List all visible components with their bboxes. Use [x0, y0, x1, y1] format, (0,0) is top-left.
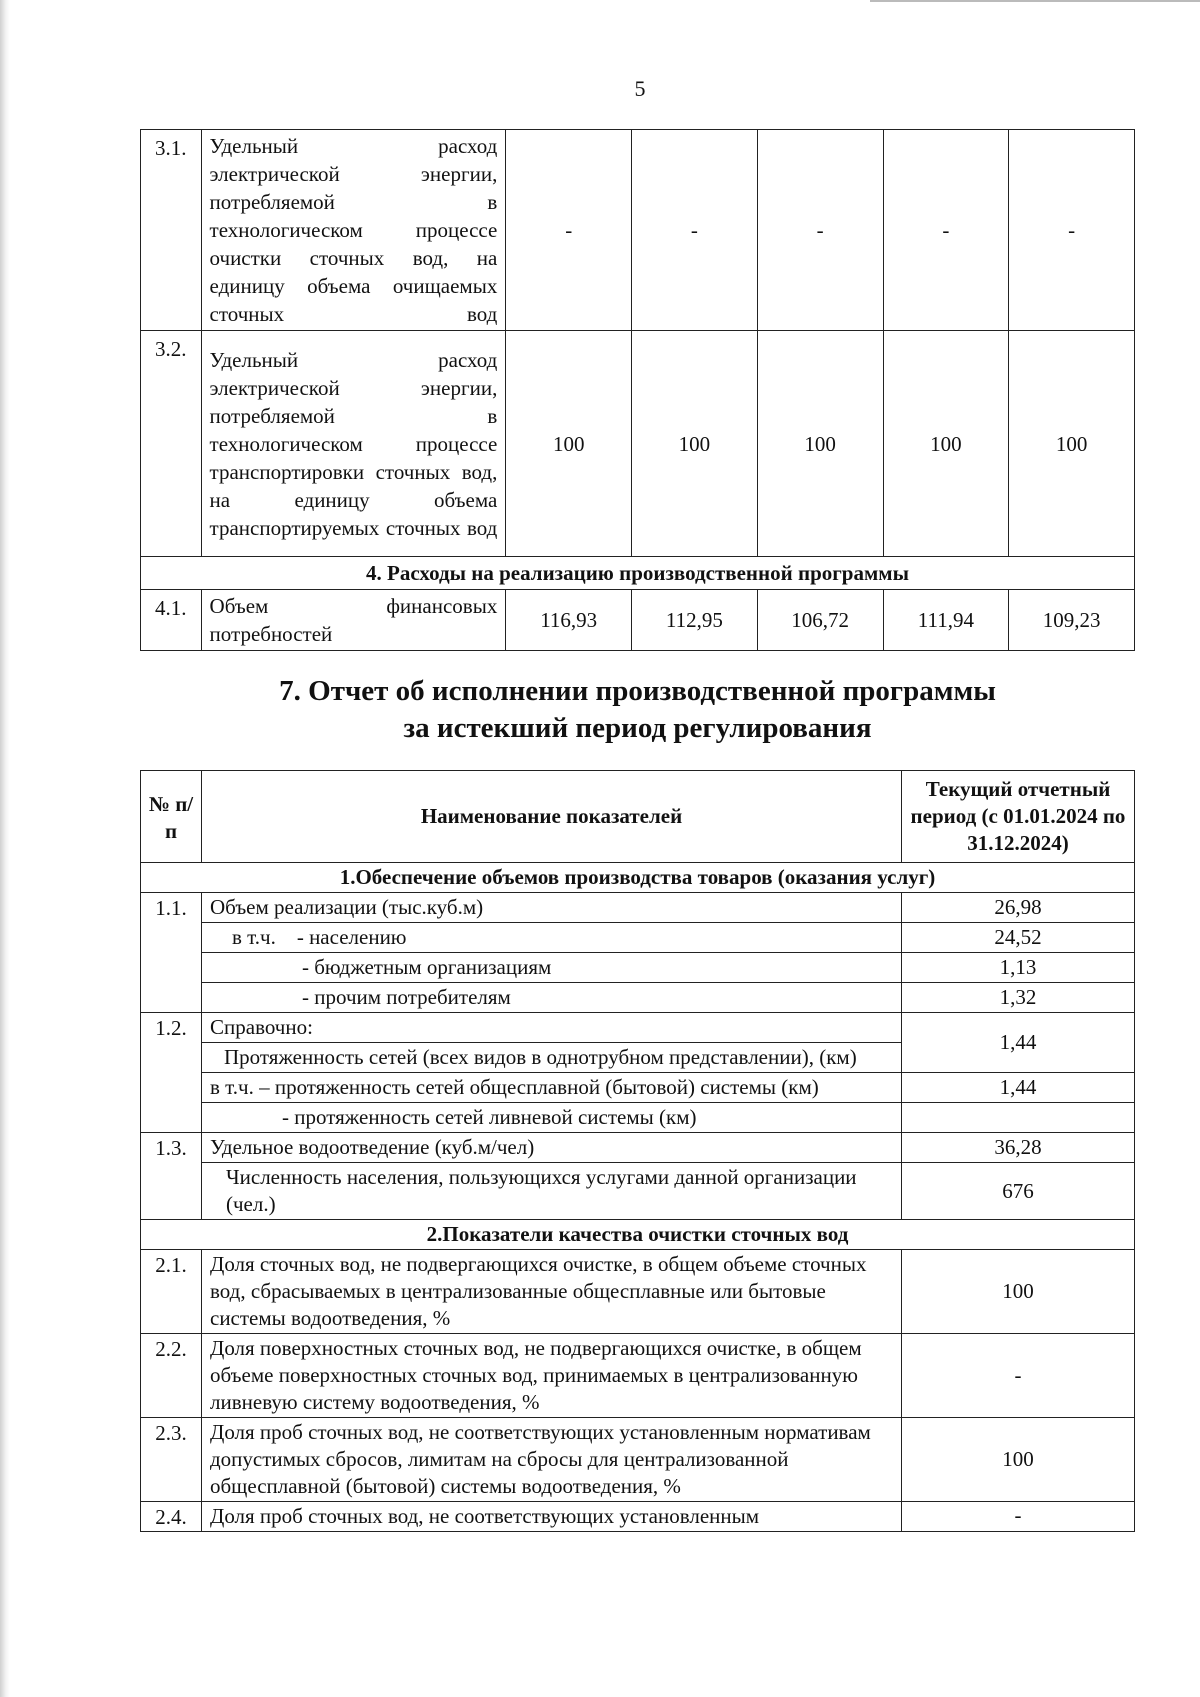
indicator-name: в т.ч. – протяженность сетей общесплавной (бытовой) системы (км): [202, 1073, 902, 1103]
value-cell: 100: [902, 1250, 1135, 1334]
value-cell: 112,95: [632, 590, 758, 651]
indicator-name: Доля проб сточных вод, не соответствующих установленным: [202, 1502, 902, 1532]
table-row: [141, 590, 1135, 651]
table-row: [141, 893, 1135, 923]
table-row: [141, 130, 1135, 331]
value-cell: 1,13: [902, 953, 1135, 983]
indicator-name: - бюджетным организациям: [202, 953, 902, 983]
indicator-name: Удельное водоотведение (куб.м/чел): [202, 1133, 902, 1163]
header-row: [141, 771, 1135, 863]
value-cell: 100: [506, 331, 632, 557]
production-program-table: [140, 129, 1135, 651]
table-row: [141, 1013, 1135, 1043]
table-row: [141, 1163, 1135, 1220]
value-cell: 111,94: [883, 590, 1009, 651]
top-rule: [870, 0, 1200, 2]
report-table: [140, 770, 1135, 1532]
section-title-line-2: за истекший период регулирования: [403, 712, 872, 744]
table-row: [141, 1133, 1135, 1163]
value-cell: -: [757, 130, 883, 331]
row-number: 2.4.: [141, 1502, 202, 1532]
indicator-name: в т.ч. - населению: [202, 923, 902, 953]
section-title-line-1: 7. Отчет об исполнении производственной программы: [279, 675, 996, 707]
value-cell: 36,28: [902, 1133, 1135, 1163]
page-number: 5: [634, 76, 646, 101]
header-number: № п/п: [141, 771, 202, 863]
section-row: [141, 557, 1135, 590]
table-row: [141, 1334, 1135, 1418]
value-cell: 1,44: [902, 1073, 1135, 1103]
table-row: [141, 1502, 1135, 1532]
table-row: [141, 983, 1135, 1013]
row-number: 3.2.: [141, 331, 202, 557]
value-cell: -: [1009, 130, 1135, 331]
section-heading: 2.Показатели качества очистки сточных вод: [141, 1220, 1135, 1250]
value-cell: 1,44: [902, 1013, 1135, 1073]
value-cell: -: [902, 1334, 1135, 1418]
value-cell: 26,98: [902, 893, 1135, 923]
indicator-name: Протяженность сетей (всех видов в однотрубном представлении), (км): [202, 1043, 902, 1073]
indicator-name: Справочно:: [202, 1013, 902, 1043]
row-number: 1.3.: [141, 1133, 202, 1220]
section-row: [141, 1220, 1135, 1250]
table-row: [141, 1418, 1135, 1502]
section-heading: 1.Обеспечение объемов производства товаров (оказания услуг): [141, 863, 1135, 893]
value-cell: 100: [757, 331, 883, 557]
value-cell: 100: [902, 1418, 1135, 1502]
row-number: 2.3.: [141, 1418, 202, 1502]
section-row: [141, 863, 1135, 893]
value-cell: -: [902, 1502, 1135, 1532]
indicator-name: Доля сточных вод, не подвергающихся очистке, в общем объеме сточных вод, сбрасываемых в централизованные общесплавные или бытовые системы водоотведения, %: [202, 1250, 902, 1334]
row-number: 3.1.: [141, 130, 202, 331]
value-cell: 106,72: [757, 590, 883, 651]
table-row: [141, 331, 1135, 557]
header-period: Текущий отчетный период (с 01.01.2024 по 31.12.2024): [902, 771, 1135, 863]
table-row: [141, 1250, 1135, 1334]
indicator-name: Численность населения, пользующихся услугами данной организации (чел.): [202, 1163, 902, 1220]
row-number: 4.1.: [141, 590, 202, 651]
indicator-name: Объем реализации (тыс.куб.м): [202, 893, 902, 923]
indicator-name: Доля проб сточных вод, не соответствующих установленным нормативам допустимых сбросов, лимитам на сбросы для централизованной общесплавной (бытовой) системы водоотведения, %: [202, 1418, 902, 1502]
header-name: Наименование показателей: [202, 771, 902, 863]
indicator-name: Объем финансовых потребностей: [201, 590, 506, 651]
row-number: 2.2.: [141, 1334, 202, 1418]
value-cell: [902, 1103, 1135, 1133]
value-cell: 1,32: [902, 983, 1135, 1013]
value-cell: -: [632, 130, 758, 331]
value-cell: 100: [1009, 331, 1135, 557]
indicator-name: Доля поверхностных сточных вод, не подвергающихся очистке, в общем объеме поверхностных сточных вод, принимаемых в централизованную ливневую систему водоотведения, %: [202, 1334, 902, 1418]
indicator-name: Удельный расход электрической энергии, потребляемой в технологическом процессе очистки сточных вод, на единицу объема очищаемых сточных вод: [201, 130, 506, 331]
value-cell: 100: [632, 331, 758, 557]
table-row: [141, 923, 1135, 953]
value-cell: 676: [902, 1163, 1135, 1220]
indicator-name: - прочим потребителям: [202, 983, 902, 1013]
value-cell: -: [506, 130, 632, 331]
indicator-name: Удельный расход электрической энергии, потребляемой в технологическом процессе транспортировки сточных вод, на единицу объема транспортируемых сточных вод: [201, 331, 506, 557]
table-row: [141, 1103, 1135, 1133]
row-number: 2.1.: [141, 1250, 202, 1334]
value-cell: 100: [883, 331, 1009, 557]
row-number: 1.2.: [141, 1013, 202, 1133]
table-row: [141, 1073, 1135, 1103]
value-cell: 109,23: [1009, 590, 1135, 651]
section-heading: 4. Расходы на реализацию производственной программы: [141, 557, 1135, 590]
scan-edge: [0, 0, 10, 1697]
table-row: [141, 953, 1135, 983]
value-cell: -: [883, 130, 1009, 331]
indicator-name: - протяженность сетей ливневой системы (км): [202, 1103, 902, 1133]
value-cell: 24,52: [902, 923, 1135, 953]
row-number: 1.1.: [141, 893, 202, 1013]
value-cell: 116,93: [506, 590, 632, 651]
